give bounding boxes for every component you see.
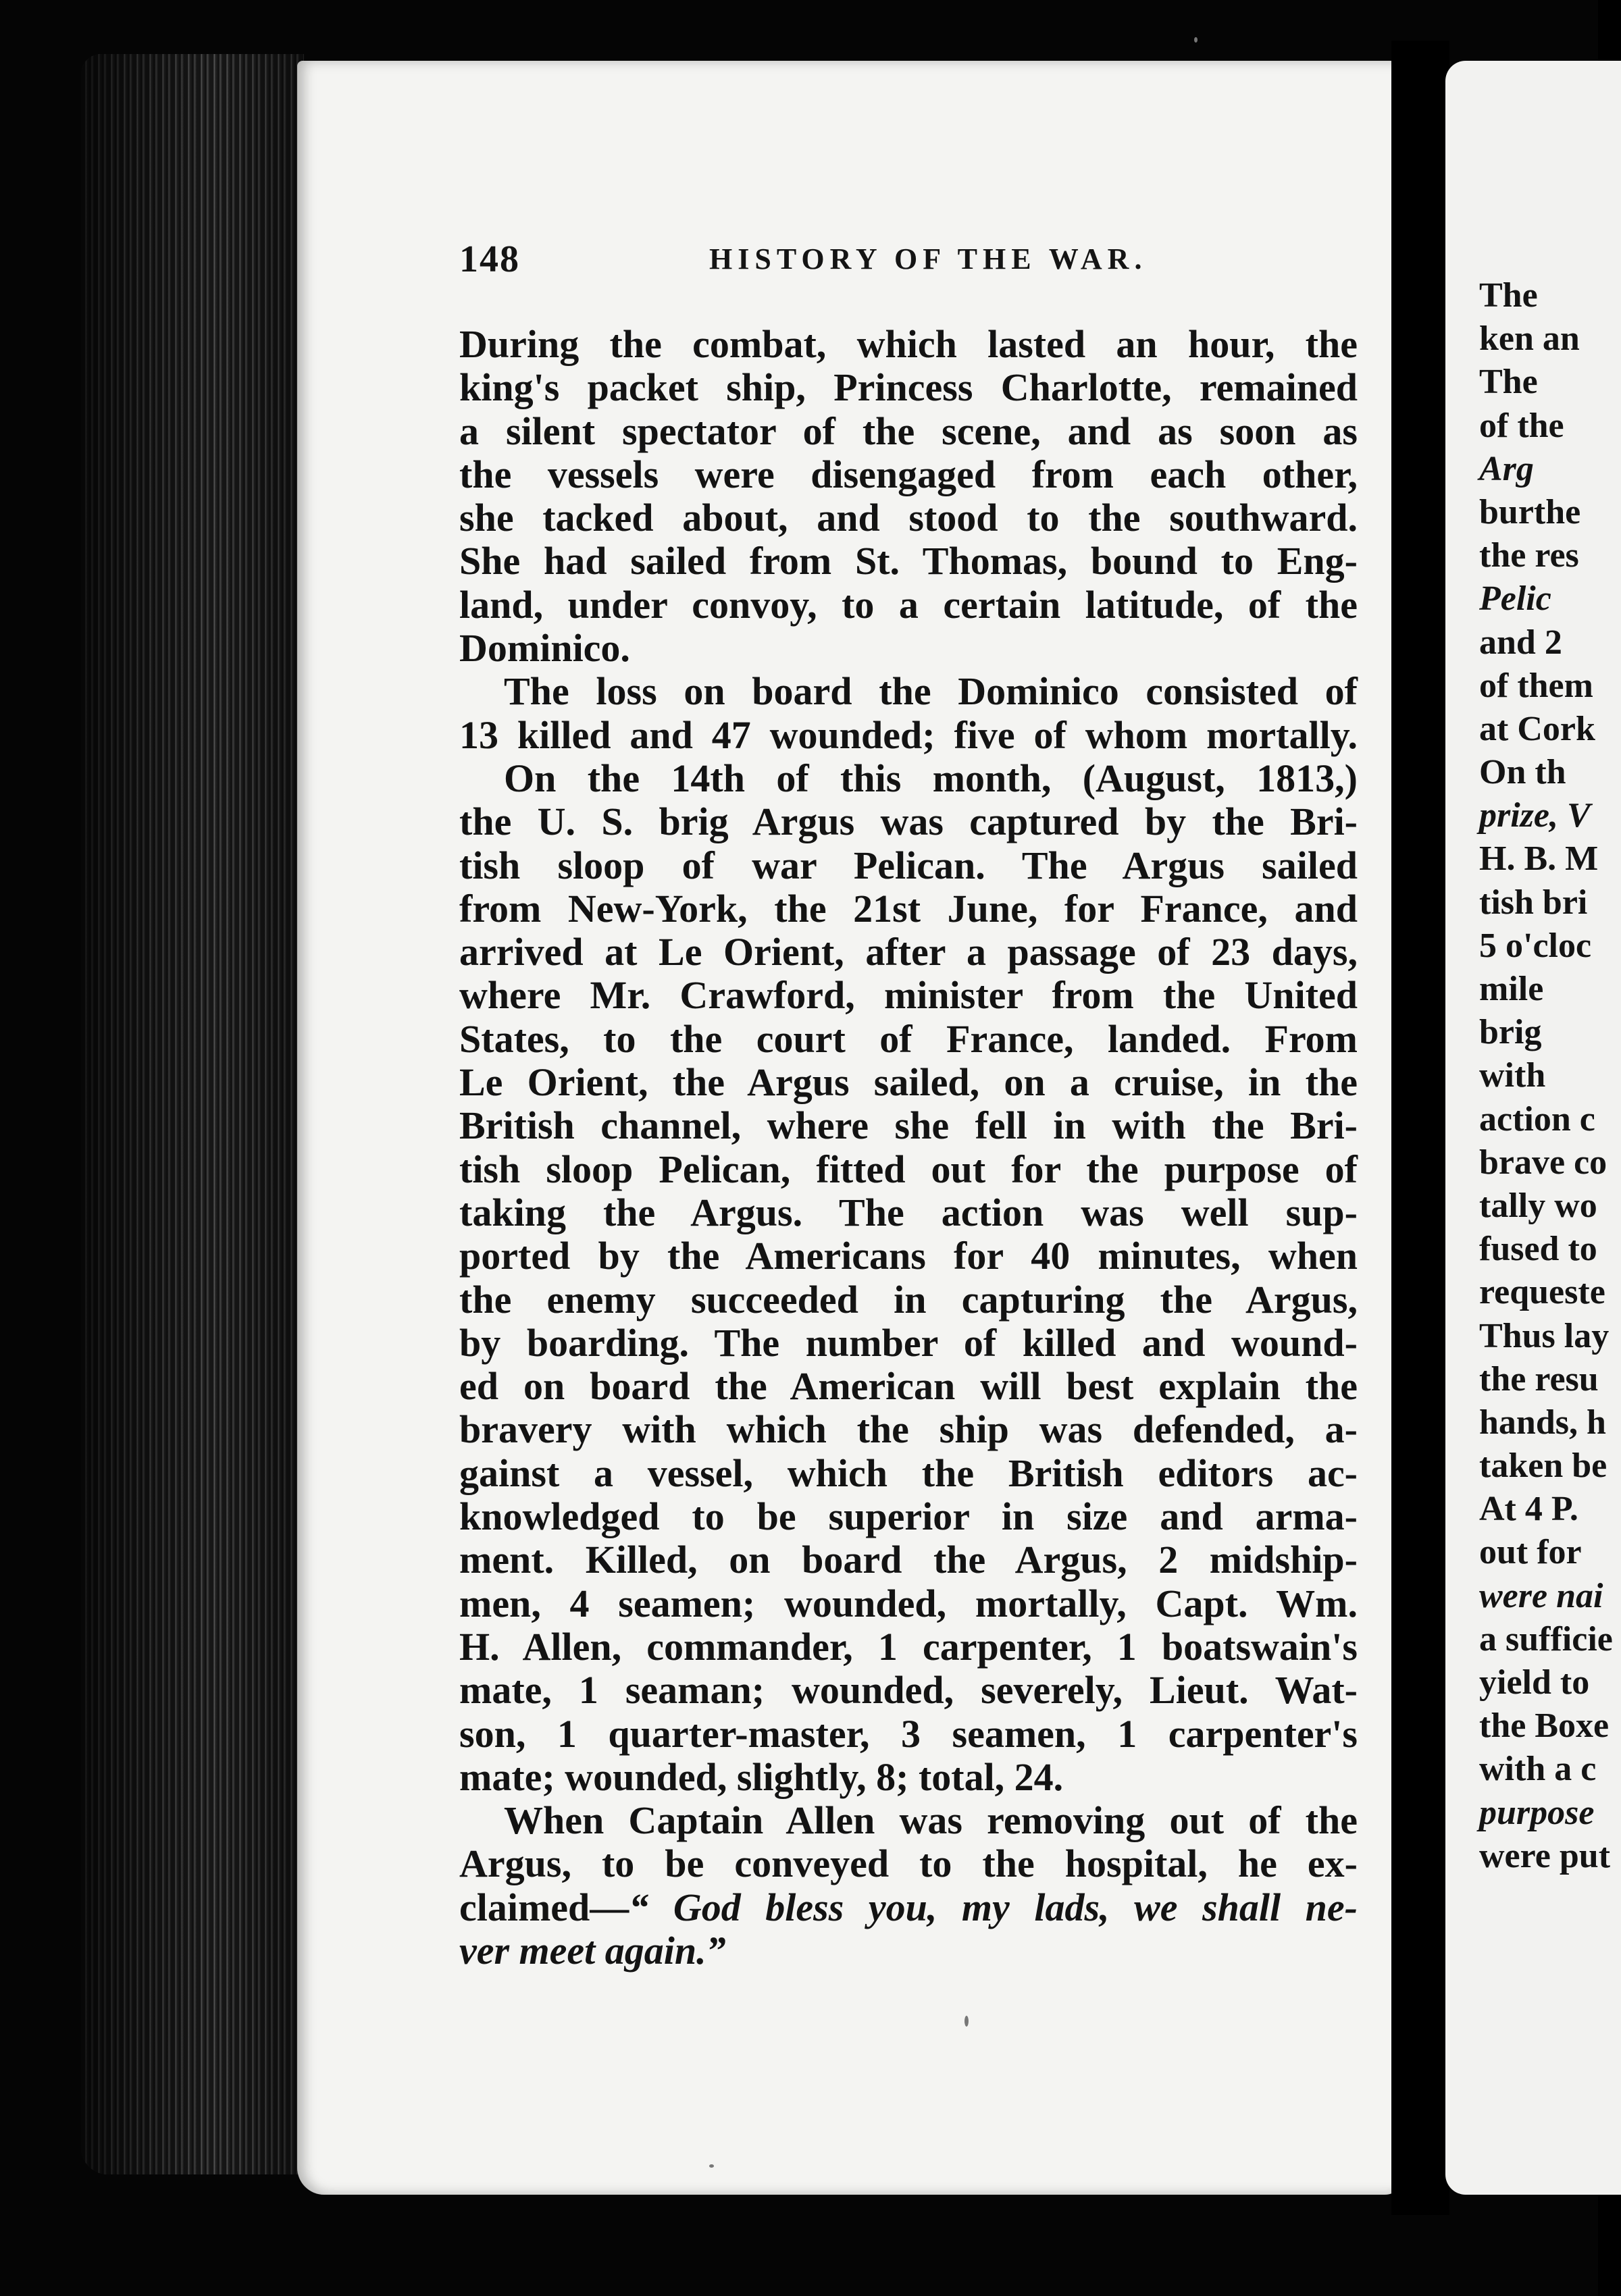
facing-line: with [1479,1056,1546,1095]
facing-line: a sufficie [1479,1619,1613,1659]
text-line: men, 4 seamen; wounded, mortally, Capt. Wm. [459,1581,1358,1625]
facing-line: hands, h [1479,1403,1606,1442]
text-line [459,1886,1358,1929]
facing-line: Pelic [1479,579,1551,619]
text-line: mate; wounded, slightly, 8; total, 24. [459,1754,1064,1799]
facing-line: At 4 P. [1479,1490,1578,1529]
facing-line: brig [1479,1013,1542,1052]
text-line: H. Allen, commander, 1 carpenter, 1 boatswain's [459,1624,1358,1669]
facing-line: H. B. M [1479,839,1599,879]
facing-line: yield to [1479,1663,1590,1702]
facing-line: The [1479,276,1538,315]
text-line: the vessels were disengaged from each other, [459,452,1358,496]
text-line: bravery with which the ship was defended, a- [459,1407,1358,1452]
text-line: ed on board the American will best explain the [459,1364,1358,1409]
facing-line: taken be [1479,1446,1607,1486]
facing-line: with a c [1479,1750,1597,1789]
facing-line: requeste [1479,1273,1605,1312]
text-line: When Captain Allen was removing out of the [504,1798,1358,1843]
text-line: Le Orient, the Argus sailed, on a cruise, in the [459,1060,1358,1105]
dust-speck [1194,37,1198,43]
text-line: where Mr. Crawford, minister from the United [459,973,1358,1018]
text-line: land, under convoy, to a certain latitude, of the [459,582,1358,627]
running-head [459,238,1351,285]
text-line: king's packet ship, Princess Charlotte, remained [459,365,1358,410]
facing-line: and 2 [1479,623,1562,662]
text-line: knowledged to be superior in size and arma- [459,1494,1358,1539]
facing-line: The [1479,363,1538,402]
text-line: tish sloop Pelican, fitted out for the purpose of [459,1147,1358,1191]
text-line: mate, 1 seaman; wounded, severely, Lieut. Wat- [459,1668,1358,1713]
text-span: claimed— [459,1885,629,1929]
facing-line: prize, V [1479,796,1591,835]
text-line: by boarding. The number of killed and wound- [459,1320,1358,1365]
text-line: tish sloop of war Pelican. The Argus sailed [459,843,1358,887]
page-number: 148 [459,238,520,280]
facing-page-text [1479,274,1614,1878]
text-line: During the combat, which lasted an hour, the [459,322,1358,366]
text-line: the enemy succeeded in capturing the Argus, [459,1277,1358,1322]
facing-line: mile [1479,970,1544,1008]
text-line: The loss on board the Dominico consisted of [504,669,1358,714]
facing-line: at Cork [1479,709,1595,748]
facing-line: were put [1479,1836,1611,1875]
facing-line: fused to [1479,1230,1597,1269]
facing-line: out for [1479,1533,1582,1572]
text-line: She had sailed from St. Thomas, bound to Eng- [459,539,1358,583]
text-line: taking the Argus. The action was well sup- [459,1190,1358,1234]
quoted-speech-end: ver meet again.” [459,1928,726,1973]
facing-line: Arg [1479,449,1534,488]
text-line: States, to the court of France, landed. From [459,1016,1358,1061]
text-line: she tacked about, and stood to the southward. [459,496,1358,540]
text-line: ported by the Americans for 40 minutes, when [459,1234,1358,1278]
body-text [459,323,1358,1973]
facing-line: the resu [1479,1359,1599,1399]
dust-speck [964,2016,969,2027]
facing-line: purpose [1479,1793,1595,1832]
text-line: Argus, to be conveyed to the hospital, he ex- [459,1842,1358,1886]
text-line: the U. S. brig Argus was captured by the Bri- [459,800,1358,844]
text-line: a silent spectator of the scene, and as soon as [459,409,1358,453]
facing-line: On th [1479,753,1566,792]
facing-line: the Boxe [1479,1706,1610,1746]
facing-line: the res [1479,536,1579,575]
facing-line: Thus lay [1479,1316,1610,1355]
facing-line: burthe [1479,492,1581,531]
text-line: Dominico. [459,626,630,671]
facing-line: 5 o'cloc [1479,926,1592,965]
quoted-speech: “ God bless you, my lads, we shall ne- [629,1885,1358,1929]
text-line: son, 1 quarter-master, 3 seamen, 1 carpenter's [459,1711,1358,1756]
text-line: from New-York, the 21st June, for France, and [459,886,1358,931]
text-line: ment. Killed, on board the Argus, 2 midship- [459,1538,1358,1582]
facing-line: were nai [1479,1576,1603,1615]
text-line: 13 killed and 47 wounded; five of whom mortally. [459,712,1358,757]
text-line: arrived at Le Orient, after a passage of 23 days, [459,930,1358,974]
dust-speck [709,2164,714,2168]
facing-line: brave co [1479,1143,1607,1182]
facing-line: ken an [1479,319,1580,359]
facing-line: tish bri [1479,883,1588,922]
text-line: gainst a vessel, which the British editors ac- [459,1451,1358,1495]
page-edges-shadow [81,54,304,2174]
book-gutter [1391,41,1449,2215]
running-title: HISTORY OF THE WAR. [709,242,1148,276]
text-line: British channel, where she fell in with the Bri- [459,1103,1358,1148]
facing-line: action c [1479,1099,1595,1139]
facing-line: of the [1479,406,1564,445]
facing-line: tally wo [1479,1186,1597,1225]
text-line: On the 14th of this month, (August, 1813,) [504,756,1358,800]
facing-line: of them [1479,666,1593,705]
